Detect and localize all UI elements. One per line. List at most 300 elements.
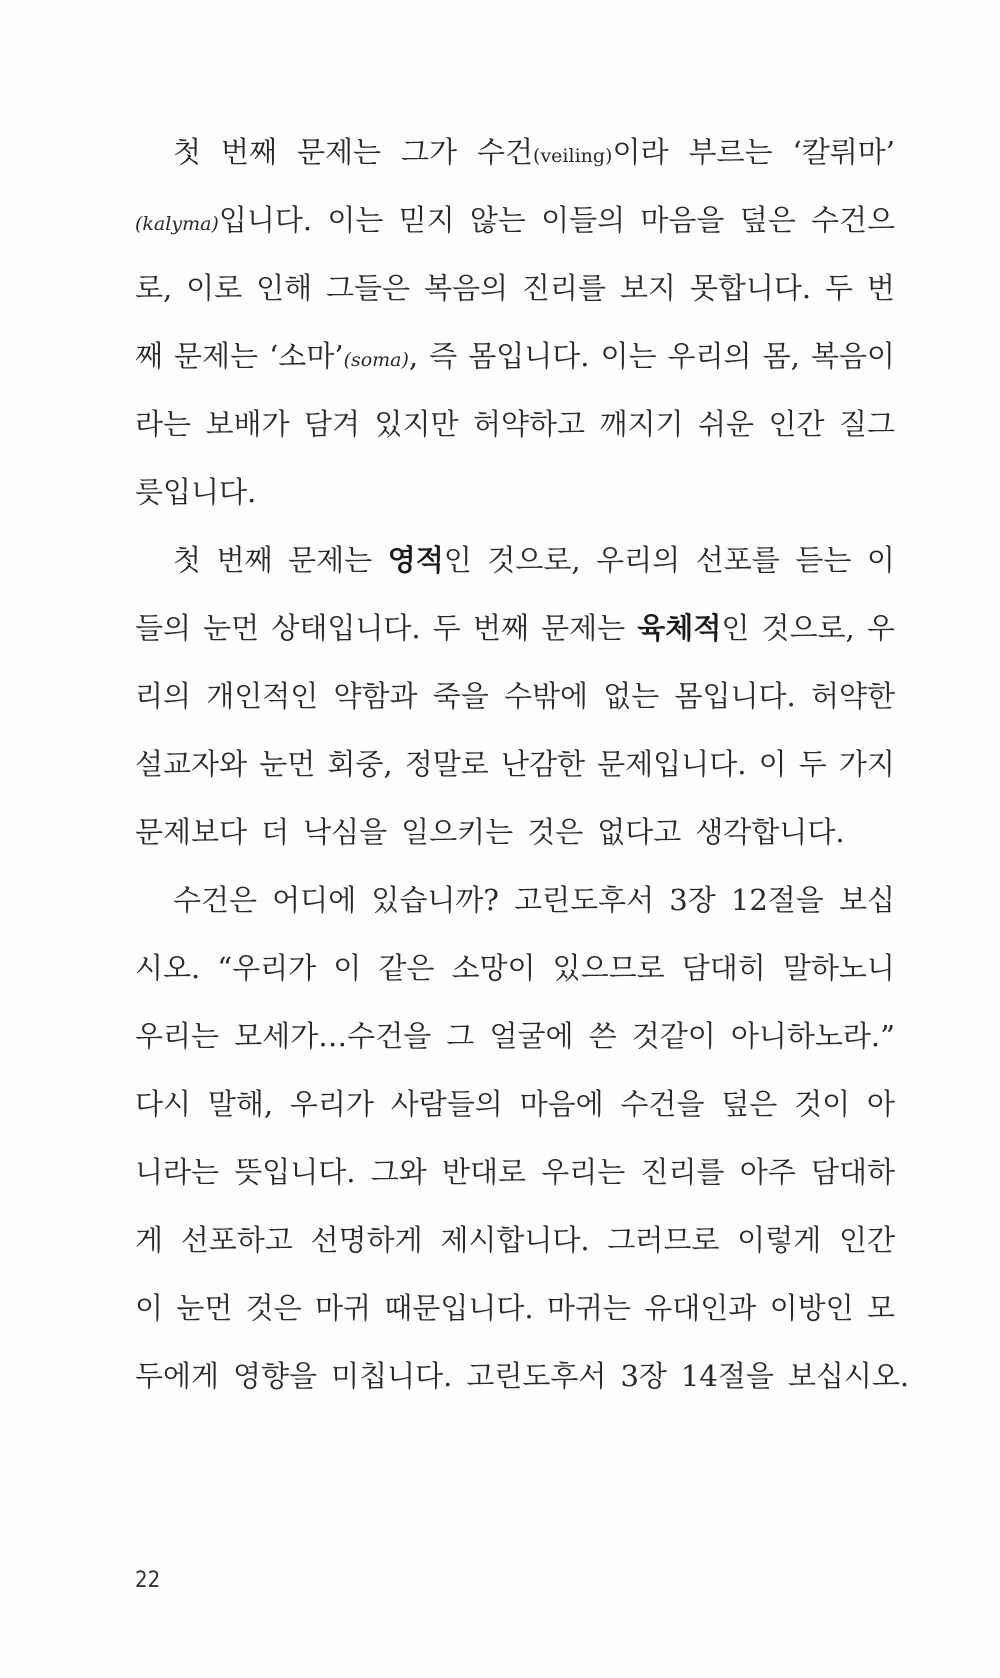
text-segment: 수밖에 — [503, 679, 589, 713]
text-segment: 있지만 — [374, 407, 459, 441]
text-segment: 난감한 — [500, 747, 585, 781]
word — [811, 186, 895, 254]
word — [600, 322, 656, 390]
word — [504, 662, 588, 730]
text-segment: 회중, — [327, 747, 393, 781]
text-segment: 우리가 — [289, 1087, 374, 1121]
word — [597, 730, 746, 798]
text-segment: 질그 — [838, 407, 895, 441]
word — [221, 118, 277, 186]
word — [473, 390, 585, 458]
text-segment: 못합니다. — [689, 271, 812, 305]
text-segment: 3장 — [669, 883, 716, 917]
annotation: (veiling) — [533, 145, 613, 167]
text-line — [135, 866, 895, 934]
text-segment: 믿지 — [398, 203, 455, 237]
word — [290, 1070, 374, 1138]
word — [839, 730, 895, 798]
text-segment: 문제는 — [174, 339, 259, 373]
text-segment: 문제보다 — [135, 815, 248, 849]
text-segment: 있습니까? — [371, 883, 499, 917]
word — [203, 594, 259, 662]
text-segment: 수건 — [477, 135, 534, 169]
text-segment: 복음이 — [810, 339, 895, 373]
word — [217, 526, 273, 594]
text-segment: 문제는 — [288, 543, 373, 577]
text-segment: 마음을 — [640, 203, 725, 237]
word — [811, 1138, 895, 1206]
word — [401, 798, 513, 866]
word — [374, 390, 458, 458]
text-segment: 얼굴에 — [489, 1019, 574, 1053]
text-segment: 개인적인 — [206, 679, 319, 713]
text-line — [135, 798, 895, 866]
paragraph — [135, 118, 895, 526]
text-segment: 진리를 — [521, 271, 606, 305]
text-line — [135, 118, 895, 186]
word — [391, 1070, 503, 1138]
text-segment: 모 — [866, 1291, 895, 1325]
word — [867, 594, 895, 662]
word — [589, 1002, 617, 1070]
text-segment: ‘칼뤼마’ — [792, 135, 895, 169]
text-line — [135, 390, 895, 458]
word — [378, 934, 434, 1002]
text-segment: 것은 — [527, 815, 584, 849]
text-segment: 것이 — [794, 1087, 851, 1121]
text-segment: 때문입니다. — [384, 1291, 534, 1325]
text-segment: 말하노니 — [782, 951, 895, 985]
text-segment: 우리의 — [596, 543, 681, 577]
text-segment: 니라는 — [135, 1155, 220, 1189]
text-segment: 인 — [443, 543, 472, 577]
text-segment: 문제입니다. — [597, 747, 747, 781]
text-segment: 두에게 — [135, 1359, 220, 1393]
text-segment: 이는 — [600, 339, 657, 373]
word — [640, 186, 724, 254]
word — [839, 390, 895, 458]
text-segment: 두 — [798, 747, 827, 781]
word — [792, 118, 894, 186]
text-segment: 보십시오. — [787, 1359, 910, 1393]
text-segment: 깨지기 — [599, 407, 684, 441]
word — [135, 1002, 219, 1070]
bold-term: 육체적 — [637, 611, 722, 645]
text-segment: 마귀 — [314, 1291, 371, 1325]
word — [770, 1274, 854, 1342]
word — [288, 526, 372, 594]
word — [135, 1206, 163, 1274]
word — [795, 526, 851, 594]
text-segment: 모세가…수건을 — [234, 1019, 432, 1053]
word — [698, 390, 754, 458]
word — [135, 662, 191, 730]
word — [135, 458, 256, 526]
bold-term: 영적 — [387, 543, 444, 577]
word — [788, 1342, 909, 1410]
text-segment: 몸, — [762, 339, 800, 373]
text-segment: 아니하노라.” — [730, 1019, 895, 1053]
word — [799, 730, 827, 798]
word — [477, 118, 669, 190]
word — [451, 934, 535, 1002]
text-segment: 낙심을 — [303, 815, 388, 849]
word — [327, 730, 392, 798]
text-segment: 인간 — [768, 407, 825, 441]
text-segment: 두 — [825, 271, 854, 305]
text-segment: 쉬운 — [697, 407, 755, 441]
word — [620, 254, 676, 322]
word — [331, 1342, 452, 1410]
word — [674, 662, 795, 730]
word — [763, 322, 800, 390]
text-segment: 리의 — [135, 679, 192, 713]
word — [737, 1206, 821, 1274]
text-segment: 릇입니다. — [135, 475, 257, 509]
text-segment: 일으키는 — [401, 815, 514, 849]
word — [135, 322, 163, 390]
word — [681, 1342, 774, 1410]
text-segment: 12절을 — [730, 883, 824, 917]
text-segment: 이로 — [186, 271, 243, 305]
word — [768, 390, 824, 458]
word — [839, 1206, 895, 1274]
text-segment: 몸입니다. — [674, 679, 796, 713]
text-segment: 이 — [758, 747, 787, 781]
word — [442, 1138, 526, 1206]
text-line — [135, 1070, 895, 1138]
text-segment: 복음의 — [423, 271, 509, 305]
text-segment: 마귀는 — [546, 1291, 631, 1325]
text-segment: 없다고 — [597, 815, 682, 849]
word — [217, 934, 316, 1002]
text-segment: 이는 — [327, 203, 384, 237]
word — [135, 1342, 219, 1410]
text-segment: 수건으 — [810, 203, 895, 237]
text-segment: 담겨 — [303, 407, 361, 441]
word — [527, 798, 583, 866]
paragraph — [135, 866, 910, 1410]
text-segment: 뜻입니다. — [234, 1155, 356, 1189]
word — [234, 1002, 431, 1070]
text-segment: “우리가 — [217, 951, 317, 985]
word — [173, 526, 201, 594]
word — [762, 594, 855, 662]
word — [632, 1002, 716, 1070]
word — [867, 1070, 895, 1138]
word — [599, 390, 683, 458]
word — [470, 186, 526, 254]
word — [541, 594, 625, 662]
paragraph — [135, 526, 895, 866]
word — [371, 866, 499, 934]
word — [695, 798, 844, 866]
text-segment: 유대인과 — [644, 1291, 757, 1325]
text-segment: 가지 — [838, 747, 895, 781]
word — [607, 1206, 719, 1274]
text-line — [135, 594, 895, 662]
text-segment: 설교자와 — [135, 747, 248, 781]
body-text — [135, 118, 910, 1410]
text-segment: 로, — [135, 271, 173, 305]
word — [206, 662, 318, 730]
word — [514, 866, 654, 934]
word — [740, 186, 796, 254]
text-segment: 허약하고 — [472, 407, 586, 441]
text-segment: 아주 — [739, 1155, 796, 1189]
word — [620, 1070, 704, 1138]
word — [135, 254, 172, 322]
word — [297, 118, 381, 186]
text-segment: 이 — [135, 1291, 164, 1325]
text-segment: 그러므로 — [607, 1223, 720, 1257]
text-segment: 이방인 — [769, 1291, 854, 1325]
text-segment: 우리는 — [541, 1155, 626, 1189]
text-segment: 문제는 — [296, 135, 382, 169]
word — [731, 1002, 895, 1070]
word — [867, 526, 895, 594]
text-segment: 선포하고 — [180, 1223, 293, 1257]
word — [135, 1138, 219, 1206]
text-segment: 것으로, — [761, 611, 855, 645]
word — [433, 662, 489, 730]
text-segment: 선포를 — [695, 543, 780, 577]
text-segment: 같은 — [378, 951, 435, 985]
word — [669, 866, 715, 934]
word — [547, 1274, 631, 1342]
annotation: (kalyma) — [135, 213, 219, 235]
text-line — [135, 1002, 895, 1070]
text-segment: 미칩니다. — [331, 1359, 453, 1393]
text-segment: 눈먼 — [259, 747, 316, 781]
text-segment: 인 — [721, 611, 750, 645]
text-segment: 보배가 — [205, 407, 290, 441]
word — [487, 526, 580, 594]
word — [399, 186, 455, 254]
text-segment: 진리를 — [640, 1155, 725, 1189]
word — [597, 798, 681, 866]
text-segment: 않는 — [469, 203, 526, 237]
text-segment: 반대로 — [441, 1155, 527, 1189]
word — [466, 1342, 606, 1410]
word — [208, 1070, 273, 1138]
text-segment: 생각합니다. — [695, 815, 845, 849]
text-segment: 보십 — [838, 883, 895, 917]
text-segment: 담대히 — [681, 951, 766, 985]
word — [173, 866, 257, 934]
text-segment: 부르는 — [688, 135, 773, 169]
text-segment: 것으로, — [487, 543, 581, 577]
word — [783, 934, 895, 1002]
word — [759, 730, 787, 798]
word — [234, 1138, 355, 1206]
word — [473, 594, 529, 662]
text-segment: 영향을 — [233, 1359, 318, 1393]
text-segment: 것은 — [245, 1291, 302, 1325]
text-segment: 라는 — [135, 407, 192, 441]
text-line — [135, 322, 895, 390]
text-segment: 번 — [866, 271, 895, 305]
text-segment: 첫 — [173, 543, 202, 577]
text-segment: 게 — [135, 1223, 164, 1257]
text-segment: 그가 — [401, 135, 458, 169]
text-segment: 시오. — [135, 951, 201, 985]
word — [135, 934, 200, 1002]
text-segment: 두 — [432, 611, 461, 645]
word — [603, 662, 659, 730]
text-segment: 인해 — [256, 271, 313, 305]
word — [468, 322, 589, 390]
word — [384, 1274, 533, 1342]
word — [261, 798, 289, 866]
word — [271, 594, 420, 662]
word — [446, 1002, 474, 1070]
text-segment: 번째 — [216, 543, 273, 577]
text-segment: 그와 — [370, 1155, 427, 1189]
text-segment: 제시합니다. — [440, 1223, 590, 1257]
word — [233, 1342, 317, 1410]
text-segment: 고린도후서 — [514, 883, 655, 917]
text-line — [135, 1138, 895, 1206]
text-segment: 입니다. — [218, 203, 313, 237]
word — [541, 186, 625, 254]
text-segment: 그 — [446, 1019, 475, 1053]
word — [303, 798, 387, 866]
word — [173, 118, 201, 186]
text-line — [135, 526, 895, 594]
text-segment: 이라 — [612, 135, 669, 169]
word — [333, 934, 361, 1002]
word — [181, 1206, 293, 1274]
word — [867, 254, 895, 322]
text-segment: , — [408, 339, 419, 373]
text-segment: 몸입니다. — [468, 339, 590, 373]
word — [135, 186, 312, 258]
word — [501, 730, 585, 798]
text-segment: 번째 — [472, 611, 529, 645]
word — [522, 254, 606, 322]
text-segment: 말해, — [207, 1087, 274, 1121]
word — [135, 798, 247, 866]
word — [405, 730, 489, 798]
word — [174, 322, 258, 390]
text-segment: 고린도후서 — [466, 1359, 607, 1393]
word — [371, 1138, 427, 1206]
text-line — [135, 186, 895, 254]
text-segment: 정말로 — [404, 747, 489, 781]
word — [334, 662, 418, 730]
text-segment: 우리의 — [667, 339, 752, 373]
text-line — [135, 1342, 910, 1410]
text-segment: 것같이 — [631, 1019, 716, 1053]
text-segment: 번째 — [220, 135, 278, 169]
text-segment: 문제는 — [541, 611, 626, 645]
text-segment: 어디에 — [272, 883, 357, 917]
word — [304, 390, 360, 458]
word — [644, 1274, 756, 1342]
text-segment: 담대하 — [810, 1155, 895, 1189]
text-segment: 수건을 — [620, 1087, 705, 1121]
word — [731, 866, 824, 934]
text-segment: 3장 — [620, 1359, 667, 1393]
text-segment: 쓴 — [588, 1019, 617, 1053]
text-segment: 아 — [866, 1087, 895, 1121]
word — [721, 1070, 777, 1138]
word — [246, 1274, 302, 1342]
word — [839, 866, 895, 934]
text-segment: 우 — [866, 611, 895, 645]
word — [620, 1342, 666, 1410]
text-line — [135, 254, 895, 322]
word — [811, 322, 895, 390]
text-segment: 첫 — [173, 135, 202, 169]
text-segment: 이 — [866, 543, 895, 577]
page-number: 22 — [135, 1568, 161, 1593]
word — [682, 934, 766, 1002]
text-segment: 째 — [135, 339, 164, 373]
word — [326, 254, 410, 322]
text-segment: 눈먼 — [176, 1291, 233, 1325]
text-segment: 인간 — [838, 1223, 895, 1257]
word — [433, 594, 461, 662]
text-segment: 이렇게 — [737, 1223, 822, 1257]
text-segment: 그들은 — [326, 271, 411, 305]
word — [176, 1274, 232, 1342]
word — [311, 1206, 423, 1274]
word — [135, 730, 247, 798]
text-segment: 사람들의 — [390, 1087, 503, 1121]
text-line — [135, 662, 895, 730]
text-line — [135, 1274, 895, 1342]
word — [825, 254, 853, 322]
word — [388, 526, 472, 594]
text-segment: 덮은 — [739, 203, 796, 237]
annotation: (soma) — [343, 349, 409, 371]
word — [637, 594, 749, 662]
word — [429, 322, 457, 390]
text-segment: 약함과 — [333, 679, 418, 713]
text-segment: 있으므로 — [552, 951, 665, 985]
text-segment: 우리는 — [135, 1019, 220, 1053]
word — [440, 1206, 589, 1274]
text-segment: 없는 — [603, 679, 660, 713]
text-segment: 죽을 — [432, 679, 489, 713]
word — [135, 1070, 191, 1138]
word — [401, 118, 457, 186]
text-segment: 다시 — [135, 1087, 192, 1121]
text-segment: 눈먼 — [203, 611, 260, 645]
word — [259, 730, 315, 798]
text-segment: 선명하게 — [310, 1223, 423, 1257]
text-segment: 허약한 — [810, 679, 895, 713]
text-segment: 보지 — [619, 271, 676, 305]
word — [541, 1138, 625, 1206]
text-segment: 마음에 — [519, 1087, 604, 1121]
word — [690, 254, 811, 322]
text-segment: 14절을 — [680, 1359, 774, 1393]
word — [520, 1070, 604, 1138]
text-segment: 즉 — [429, 339, 458, 373]
text-segment: 이 — [333, 951, 362, 985]
word — [135, 1274, 163, 1342]
word — [272, 866, 356, 934]
text-line — [135, 730, 895, 798]
word — [327, 186, 383, 254]
word — [315, 1274, 371, 1342]
text-segment: ‘소마’ — [269, 339, 344, 373]
text-line — [135, 458, 895, 526]
text-segment: 이들의 — [541, 203, 626, 237]
